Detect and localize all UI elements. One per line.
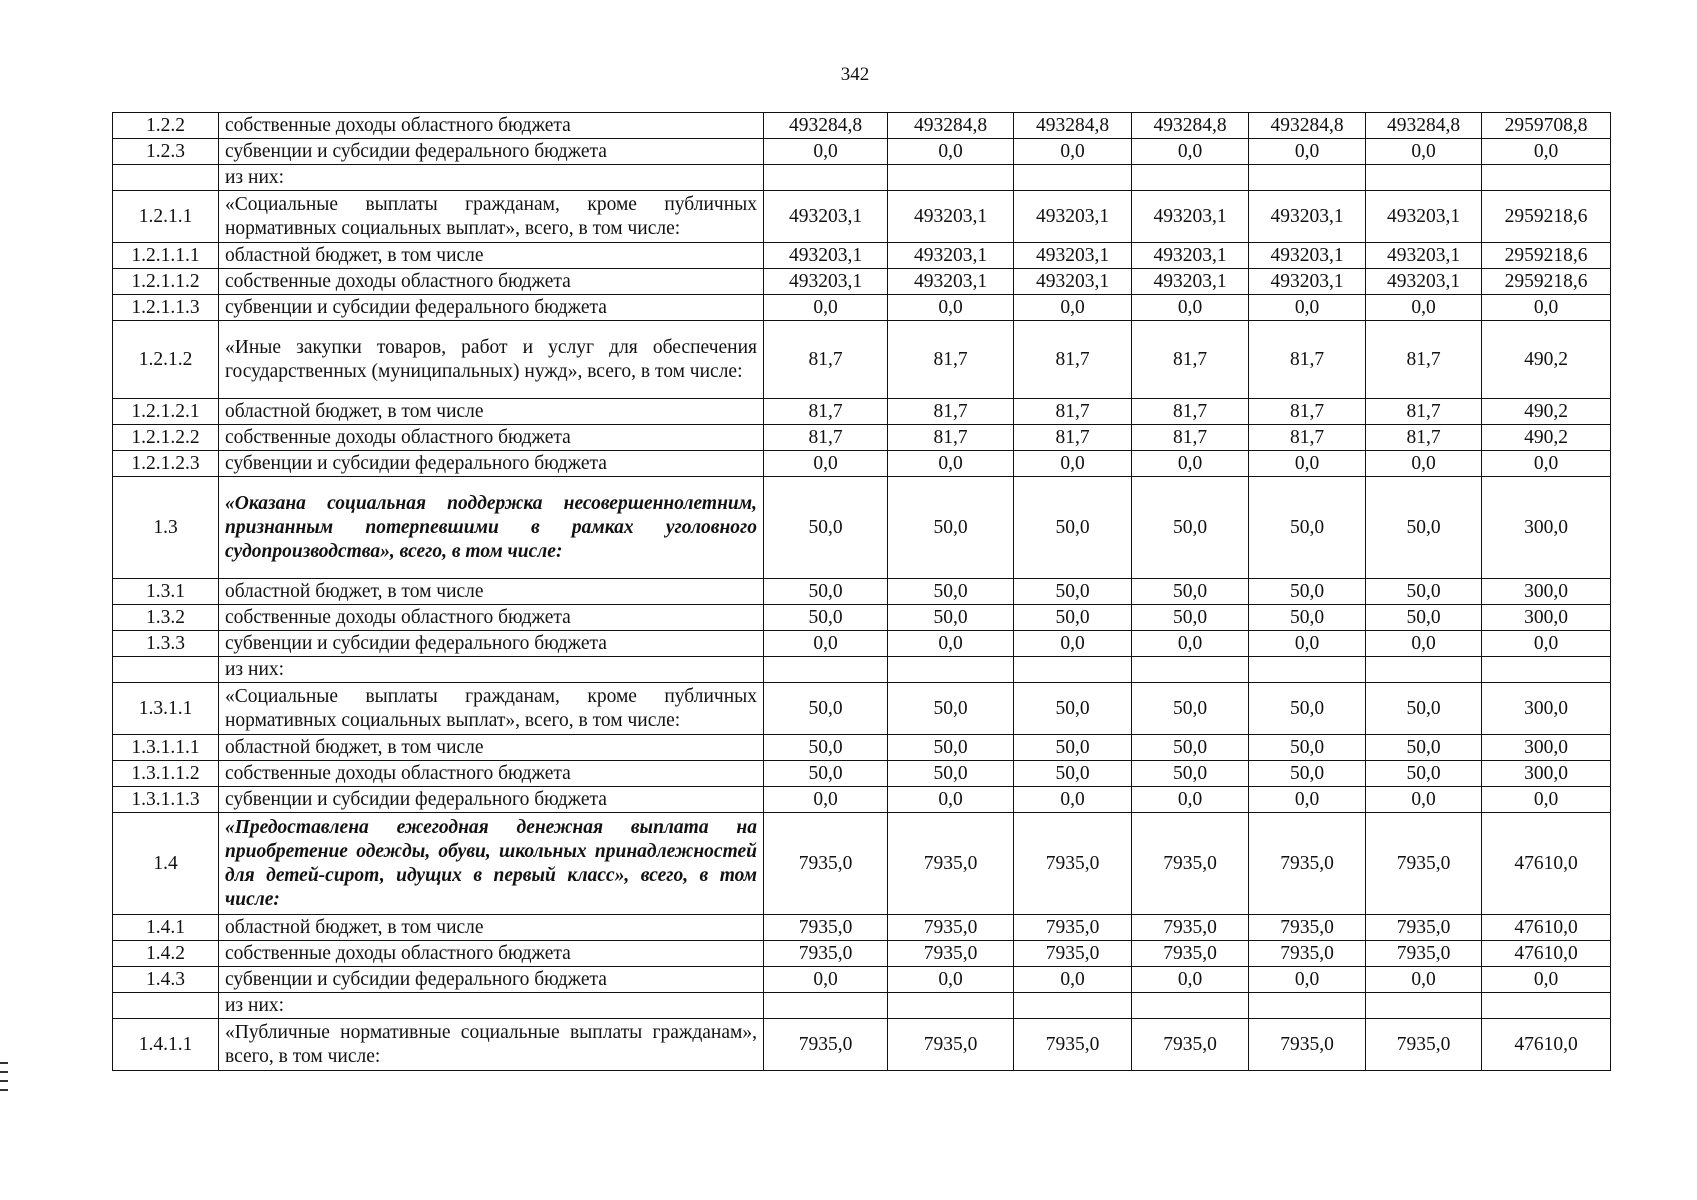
value-cell: 2959708,8 <box>1482 113 1611 139</box>
value-cell: 50,0 <box>1014 735 1132 761</box>
row-code: 1.3.1.1 <box>113 683 219 735</box>
table-row <box>113 787 1611 813</box>
row-code <box>113 993 219 1019</box>
row-description: субвенции и субсидии федерального бюджета <box>219 295 764 321</box>
value-cell <box>888 993 1014 1019</box>
value-cell: 493203,1 <box>1014 191 1132 243</box>
value-cell: 50,0 <box>1366 605 1482 631</box>
value-cell: 50,0 <box>764 683 888 735</box>
value-cell: 50,0 <box>888 605 1014 631</box>
table-row <box>113 113 1611 139</box>
value-cell: 50,0 <box>1366 579 1482 605</box>
value-cell: 493203,1 <box>1249 269 1366 295</box>
value-cell: 0,0 <box>1366 139 1482 165</box>
value-cell: 50,0 <box>888 735 1014 761</box>
value-cell: 81,7 <box>1014 425 1132 451</box>
row-description: областной бюджет, в том числе <box>219 735 764 761</box>
value-cell: 50,0 <box>1249 683 1366 735</box>
value-cell: 0,0 <box>1132 787 1249 813</box>
value-cell: 0,0 <box>1366 967 1482 993</box>
value-cell: 493203,1 <box>888 269 1014 295</box>
value-cell: 50,0 <box>1132 761 1249 787</box>
value-cell: 0,0 <box>1014 451 1132 477</box>
row-code: 1.2.1.1 <box>113 191 219 243</box>
table-row <box>113 425 1611 451</box>
value-cell: 0,0 <box>1482 451 1611 477</box>
value-cell: 81,7 <box>764 321 888 399</box>
value-cell <box>888 657 1014 683</box>
value-cell: 7935,0 <box>1249 1019 1366 1071</box>
value-cell: 0,0 <box>1132 631 1249 657</box>
row-code: 1.2.2 <box>113 113 219 139</box>
value-cell: 0,0 <box>1014 295 1132 321</box>
value-cell: 0,0 <box>1132 967 1249 993</box>
value-cell: 0,0 <box>764 451 888 477</box>
value-cell <box>1482 165 1611 191</box>
value-cell: 493203,1 <box>764 269 888 295</box>
value-cell <box>1014 993 1132 1019</box>
value-cell: 7935,0 <box>1366 941 1482 967</box>
value-cell: 493203,1 <box>1132 269 1249 295</box>
value-cell: 7935,0 <box>888 915 1014 941</box>
value-cell <box>1366 165 1482 191</box>
value-cell: 7935,0 <box>1014 1019 1132 1071</box>
value-cell: 0,0 <box>1014 139 1132 165</box>
value-cell: 81,7 <box>1366 399 1482 425</box>
row-description: из них: <box>219 657 764 683</box>
value-cell: 50,0 <box>888 761 1014 787</box>
value-cell: 300,0 <box>1482 579 1611 605</box>
value-cell: 7935,0 <box>888 813 1014 915</box>
table-row <box>113 761 1611 787</box>
value-cell <box>888 165 1014 191</box>
value-cell: 0,0 <box>764 631 888 657</box>
value-cell <box>764 657 888 683</box>
table-row <box>113 269 1611 295</box>
value-cell: 493203,1 <box>1014 243 1132 269</box>
value-cell: 2959218,6 <box>1482 269 1611 295</box>
value-cell: 7935,0 <box>1249 915 1366 941</box>
value-cell: 50,0 <box>1249 605 1366 631</box>
value-cell: 47610,0 <box>1482 941 1611 967</box>
row-code: 1.3.1.1.2 <box>113 761 219 787</box>
value-cell <box>764 993 888 1019</box>
row-code: 1.4 <box>113 813 219 915</box>
value-cell: 493284,8 <box>1249 113 1366 139</box>
value-cell: 300,0 <box>1482 477 1611 579</box>
value-cell: 7935,0 <box>888 1019 1014 1071</box>
row-description: собственные доходы областного бюджета <box>219 761 764 787</box>
row-code: 1.4.2 <box>113 941 219 967</box>
value-cell: 0,0 <box>1366 295 1482 321</box>
budget-table <box>112 112 1611 1071</box>
row-description: субвенции и субсидии федерального бюджета <box>219 967 764 993</box>
value-cell <box>1366 657 1482 683</box>
value-cell: 493203,1 <box>1366 191 1482 243</box>
value-cell: 7935,0 <box>1366 813 1482 915</box>
value-cell: 493203,1 <box>764 191 888 243</box>
row-description: «Предоставлена ежегодная денежная выплата на приобретение одежды, обуви, школьных принадлежностей для детей-сирот, идущих в первый класс», всего, в том числе: <box>219 813 764 915</box>
value-cell: 493203,1 <box>1249 191 1366 243</box>
row-description: субвенции и субсидии федерального бюджета <box>219 787 764 813</box>
row-code <box>113 165 219 191</box>
value-cell: 0,0 <box>1482 967 1611 993</box>
table-row <box>113 165 1611 191</box>
value-cell: 493203,1 <box>1249 243 1366 269</box>
value-cell: 47610,0 <box>1482 813 1611 915</box>
value-cell: 7935,0 <box>764 941 888 967</box>
value-cell: 493284,8 <box>1014 113 1132 139</box>
value-cell: 7935,0 <box>1014 941 1132 967</box>
value-cell <box>1132 993 1249 1019</box>
row-code: 1.3.1 <box>113 579 219 605</box>
value-cell: 2959218,6 <box>1482 191 1611 243</box>
value-cell: 50,0 <box>764 477 888 579</box>
value-cell: 7935,0 <box>1132 1019 1249 1071</box>
value-cell <box>1482 993 1611 1019</box>
value-cell: 0,0 <box>1249 295 1366 321</box>
value-cell: 0,0 <box>1366 451 1482 477</box>
value-cell: 0,0 <box>764 787 888 813</box>
value-cell: 0,0 <box>1014 631 1132 657</box>
value-cell: 50,0 <box>1014 579 1132 605</box>
table-row <box>113 657 1611 683</box>
value-cell: 50,0 <box>1366 735 1482 761</box>
value-cell: 0,0 <box>1014 967 1132 993</box>
table-row <box>113 993 1611 1019</box>
row-description: областной бюджет, в том числе <box>219 399 764 425</box>
row-code: 1.3.3 <box>113 631 219 657</box>
value-cell: 50,0 <box>1132 683 1249 735</box>
row-code: 1.2.1.2 <box>113 321 219 399</box>
value-cell: 493203,1 <box>888 243 1014 269</box>
value-cell: 0,0 <box>1482 631 1611 657</box>
value-cell: 493203,1 <box>1014 269 1132 295</box>
table-row <box>113 295 1611 321</box>
row-description: из них: <box>219 165 764 191</box>
value-cell: 7935,0 <box>1014 915 1132 941</box>
value-cell: 493203,1 <box>1366 243 1482 269</box>
value-cell: 493203,1 <box>888 191 1014 243</box>
value-cell: 81,7 <box>1249 425 1366 451</box>
value-cell: 81,7 <box>1132 425 1249 451</box>
table-row <box>113 915 1611 941</box>
value-cell: 0,0 <box>1249 451 1366 477</box>
value-cell: 81,7 <box>1132 321 1249 399</box>
value-cell: 0,0 <box>888 139 1014 165</box>
value-cell: 50,0 <box>888 477 1014 579</box>
value-cell: 0,0 <box>764 967 888 993</box>
row-description: собственные доходы областного бюджета <box>219 269 764 295</box>
row-description: областной бюджет, в том числе <box>219 579 764 605</box>
row-code: 1.4.1 <box>113 915 219 941</box>
table-row <box>113 477 1611 579</box>
row-description: субвенции и субсидии федерального бюджета <box>219 631 764 657</box>
value-cell: 50,0 <box>1014 683 1132 735</box>
table-row <box>113 399 1611 425</box>
table-row <box>113 941 1611 967</box>
row-description: «Публичные нормативные социальные выплаты гражданам», всего, в том числе: <box>219 1019 764 1071</box>
table-row <box>113 631 1611 657</box>
table-row <box>113 605 1611 631</box>
value-cell: 50,0 <box>888 579 1014 605</box>
value-cell: 50,0 <box>764 605 888 631</box>
value-cell: 0,0 <box>764 295 888 321</box>
table-row <box>113 321 1611 399</box>
value-cell <box>1249 165 1366 191</box>
value-cell: 0,0 <box>888 787 1014 813</box>
value-cell: 81,7 <box>1366 321 1482 399</box>
value-cell: 0,0 <box>1249 139 1366 165</box>
row-description: «Иные закупки товаров, работ и услуг для обеспечения государственных (муниципальных) нужд», всего, в том числе: <box>219 321 764 399</box>
value-cell: 490,2 <box>1482 321 1611 399</box>
value-cell: 493203,1 <box>764 243 888 269</box>
value-cell: 300,0 <box>1482 761 1611 787</box>
value-cell: 7935,0 <box>888 941 1014 967</box>
row-description: собственные доходы областного бюджета <box>219 425 764 451</box>
page-number: 342 <box>840 64 870 85</box>
row-description: собственные доходы областного бюджета <box>219 605 764 631</box>
value-cell: 300,0 <box>1482 735 1611 761</box>
table-row <box>113 139 1611 165</box>
value-cell <box>1132 657 1249 683</box>
value-cell: 7935,0 <box>1132 941 1249 967</box>
table-row <box>113 243 1611 269</box>
row-description: собственные доходы областного бюджета <box>219 113 764 139</box>
value-cell: 50,0 <box>1132 735 1249 761</box>
value-cell: 81,7 <box>1366 425 1482 451</box>
value-cell: 81,7 <box>1249 399 1366 425</box>
value-cell: 300,0 <box>1482 605 1611 631</box>
value-cell: 0,0 <box>888 295 1014 321</box>
row-description: из них: <box>219 993 764 1019</box>
value-cell: 47610,0 <box>1482 1019 1611 1071</box>
value-cell <box>1249 993 1366 1019</box>
value-cell: 493284,8 <box>1366 113 1482 139</box>
value-cell: 50,0 <box>1366 683 1482 735</box>
row-description: областной бюджет, в том числе <box>219 915 764 941</box>
value-cell: 493284,8 <box>764 113 888 139</box>
value-cell <box>1014 165 1132 191</box>
row-description: «Социальные выплаты гражданам, кроме публичных нормативных социальных выплат», всего, в том числе: <box>219 191 764 243</box>
value-cell: 7935,0 <box>1132 813 1249 915</box>
value-cell: 493284,8 <box>1132 113 1249 139</box>
value-cell: 7935,0 <box>764 915 888 941</box>
value-cell: 50,0 <box>1366 477 1482 579</box>
value-cell: 50,0 <box>1132 579 1249 605</box>
value-cell: 50,0 <box>1014 477 1132 579</box>
table-row <box>113 191 1611 243</box>
value-cell: 47610,0 <box>1482 915 1611 941</box>
value-cell <box>1014 657 1132 683</box>
row-code: 1.2.1.2.1 <box>113 399 219 425</box>
value-cell: 81,7 <box>1132 399 1249 425</box>
value-cell: 0,0 <box>1249 631 1366 657</box>
value-cell: 493203,1 <box>1366 269 1482 295</box>
value-cell: 50,0 <box>764 761 888 787</box>
value-cell <box>1366 993 1482 1019</box>
row-code: 1.2.1.2.3 <box>113 451 219 477</box>
value-cell: 50,0 <box>1366 761 1482 787</box>
value-cell: 50,0 <box>1249 579 1366 605</box>
value-cell: 490,2 <box>1482 425 1611 451</box>
value-cell: 81,7 <box>888 321 1014 399</box>
row-description: собственные доходы областного бюджета <box>219 941 764 967</box>
row-code: 1.3.1.1.1 <box>113 735 219 761</box>
value-cell: 81,7 <box>1014 321 1132 399</box>
row-description: «Социальные выплаты гражданам, кроме публичных нормативных социальных выплат», всего, в том числе: <box>219 683 764 735</box>
value-cell: 50,0 <box>1249 735 1366 761</box>
value-cell: 0,0 <box>888 631 1014 657</box>
margin-marks <box>0 1062 8 1098</box>
value-cell: 81,7 <box>888 425 1014 451</box>
row-code: 1.3.1.1.3 <box>113 787 219 813</box>
value-cell: 0,0 <box>1132 295 1249 321</box>
value-cell: 7935,0 <box>1249 813 1366 915</box>
value-cell: 50,0 <box>1014 761 1132 787</box>
value-cell: 81,7 <box>764 425 888 451</box>
table-row <box>113 813 1611 915</box>
value-cell: 2959218,6 <box>1482 243 1611 269</box>
table-row <box>113 451 1611 477</box>
value-cell: 0,0 <box>1132 451 1249 477</box>
value-cell: 7935,0 <box>764 813 888 915</box>
value-cell <box>764 165 888 191</box>
row-code: 1.2.3 <box>113 139 219 165</box>
value-cell: 50,0 <box>764 579 888 605</box>
table-body <box>113 113 1611 1071</box>
row-code: 1.2.1.1.2 <box>113 269 219 295</box>
row-code: 1.4.1.1 <box>113 1019 219 1071</box>
row-code: 1.2.1.1.3 <box>113 295 219 321</box>
value-cell: 0,0 <box>1366 631 1482 657</box>
value-cell: 0,0 <box>1482 787 1611 813</box>
value-cell: 50,0 <box>764 735 888 761</box>
value-cell: 7935,0 <box>764 1019 888 1071</box>
value-cell: 50,0 <box>1132 605 1249 631</box>
value-cell <box>1132 165 1249 191</box>
row-code: 1.3 <box>113 477 219 579</box>
row-code: 1.4.3 <box>113 967 219 993</box>
value-cell: 50,0 <box>1249 761 1366 787</box>
value-cell: 50,0 <box>1132 477 1249 579</box>
value-cell: 0,0 <box>1132 139 1249 165</box>
value-cell: 7935,0 <box>1366 915 1482 941</box>
value-cell: 81,7 <box>764 399 888 425</box>
row-code <box>113 657 219 683</box>
row-description: субвенции и субсидии федерального бюджета <box>219 139 764 165</box>
table-row <box>113 579 1611 605</box>
value-cell: 0,0 <box>1366 787 1482 813</box>
row-code: 1.2.1.2.2 <box>113 425 219 451</box>
table-row <box>113 1019 1611 1071</box>
value-cell <box>1249 657 1366 683</box>
table-row <box>113 735 1611 761</box>
value-cell: 0,0 <box>764 139 888 165</box>
value-cell: 0,0 <box>1482 295 1611 321</box>
value-cell <box>1482 657 1611 683</box>
table-row <box>113 683 1611 735</box>
row-code: 1.2.1.1.1 <box>113 243 219 269</box>
value-cell: 50,0 <box>1014 605 1132 631</box>
value-cell: 300,0 <box>1482 683 1611 735</box>
row-description: областной бюджет, в том числе <box>219 243 764 269</box>
row-description: субвенции и субсидии федерального бюджета <box>219 451 764 477</box>
value-cell: 7935,0 <box>1014 813 1132 915</box>
row-description: «Оказана социальная поддержка несовершеннолетним, признанным потерпевшими в рамках уголовного судопроизводства», всего, в том числе: <box>219 477 764 579</box>
value-cell: 7935,0 <box>1366 1019 1482 1071</box>
value-cell: 7935,0 <box>1249 941 1366 967</box>
value-cell: 0,0 <box>888 451 1014 477</box>
value-cell: 493203,1 <box>1132 243 1249 269</box>
value-cell: 0,0 <box>1249 787 1366 813</box>
row-code: 1.3.2 <box>113 605 219 631</box>
value-cell: 0,0 <box>1014 787 1132 813</box>
value-cell: 0,0 <box>888 967 1014 993</box>
value-cell: 81,7 <box>888 399 1014 425</box>
value-cell: 81,7 <box>1249 321 1366 399</box>
value-cell: 490,2 <box>1482 399 1611 425</box>
value-cell: 493284,8 <box>888 113 1014 139</box>
value-cell: 493203,1 <box>1132 191 1249 243</box>
value-cell: 7935,0 <box>1132 915 1249 941</box>
value-cell: 50,0 <box>1249 477 1366 579</box>
table-row <box>113 967 1611 993</box>
value-cell: 81,7 <box>1014 399 1132 425</box>
value-cell: 50,0 <box>888 683 1014 735</box>
value-cell: 0,0 <box>1482 139 1611 165</box>
value-cell: 0,0 <box>1249 967 1366 993</box>
